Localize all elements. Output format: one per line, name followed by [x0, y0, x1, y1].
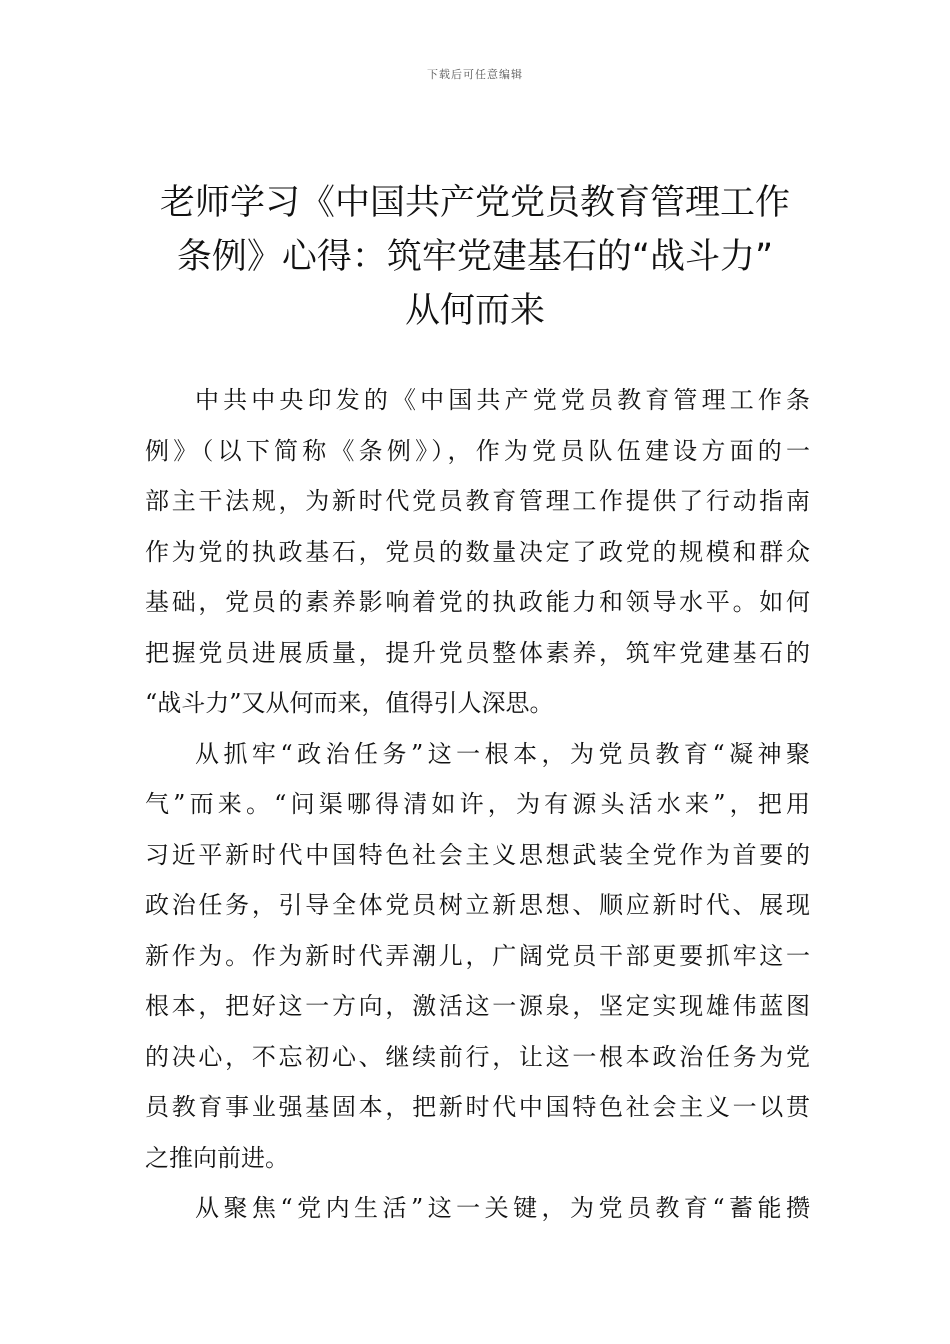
text-line: 把握党员进展质量，提升党员整体素养，筑牢党建基石的	[145, 638, 810, 667]
title-line: 老师学习《中国共产党党员教育管理工作	[159, 183, 790, 223]
text-line: 根本，把好这一方向，激活这一源泉，坚定实现雄伟蓝图	[145, 992, 810, 1020]
text-line: 从抓牢“政治任务”这一根本，为党员教育“凝神聚	[195, 739, 810, 768]
text-line: 作为党的执政基石，党员的数量决定了政党的规模和群众	[145, 537, 810, 566]
document-body	[145, 375, 810, 1234]
text-line: 例》（以下简称《条例》），作为党员队伍建设方面的一	[145, 436, 810, 465]
text-line: 员教育事业强基固本，把新时代中国特色社会主义一以贯	[145, 1093, 810, 1121]
text-line: 之推向前进。	[145, 1143, 289, 1172]
text-line: 习近平新时代中国特色社会主义思想武装全党作为首要的	[145, 840, 810, 869]
document-title	[140, 176, 810, 338]
paragraph-2	[145, 729, 810, 1184]
text-line: “战斗力”又从何而来，值得引人深思。	[145, 689, 554, 717]
text-line: 部主干法规，为新时代党员教育管理工作提供了行动指南	[145, 487, 810, 515]
header-note: 下载后可任意编辑	[427, 68, 523, 81]
text-line: 从聚焦“党内生活”这一关键，为党员教育“蓄能攒	[195, 1194, 810, 1222]
text-line: 的决心，不忘初心、继续前行，让这一根本政治任务为党	[145, 1042, 810, 1071]
text-line: 新作为。作为新时代弄潮儿，广阔党员干部更要抓牢这一	[145, 941, 810, 970]
paragraph-3	[145, 1183, 810, 1234]
text-line: 气”而来。“问渠哪得清如许，为有源头活水来”，把用	[145, 790, 810, 818]
text-line: 基础，党员的素养影响着党的执政能力和领导水平。如何	[145, 588, 810, 616]
title-line: 条例》心得：筑牢党建基石的“战斗力”	[176, 237, 774, 277]
title-line: 从何而来	[404, 291, 545, 331]
text-line: 政治任务，引导全体党员树立新思想、顺应新时代、展现	[145, 891, 810, 919]
paragraph-1	[145, 375, 810, 729]
text-line: 中共中央印发的《中国共产党党员教育管理工作条	[195, 386, 810, 414]
